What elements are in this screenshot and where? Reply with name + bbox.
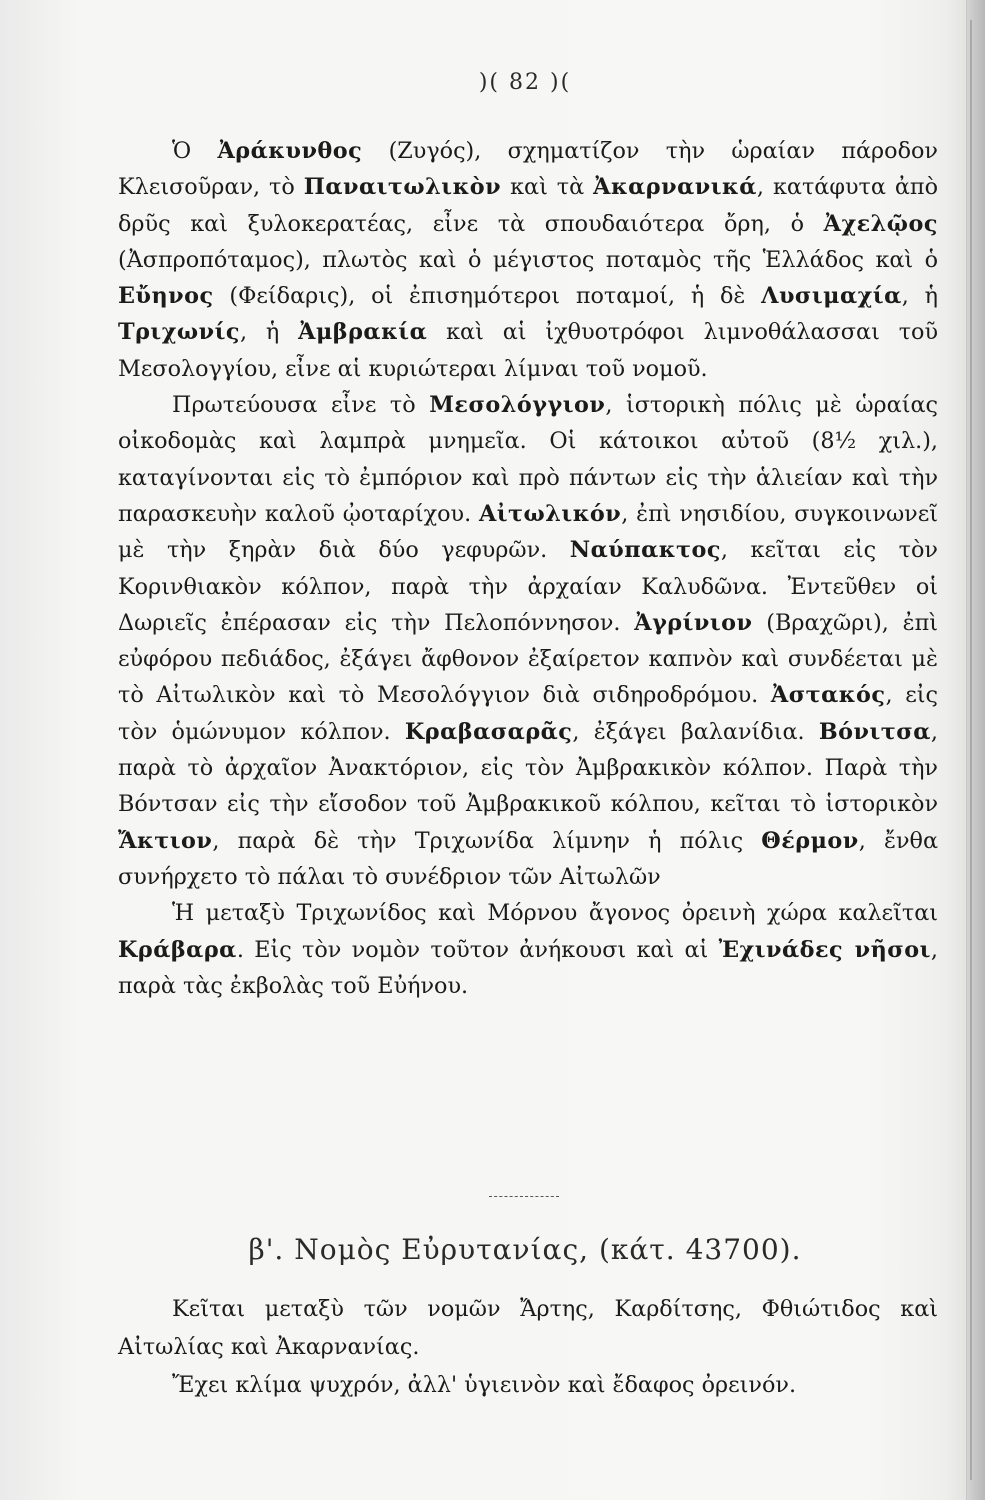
bold-term: Λυσιμαχία: [761, 283, 902, 310]
page-edge: [966, 0, 985, 1500]
text-segment: , ἐξάγει βαλανίδια.: [572, 718, 819, 745]
text-segment: , παρὰ δὲ τὴν Τριχωνίδα λίμνην ἡ πόλις: [212, 827, 762, 854]
paragraph-1: [118, 133, 938, 387]
bold-term: Ἐχινάδες νῆσοι: [718, 936, 931, 963]
bold-term: Ναύπακτος: [569, 537, 721, 564]
section-divider: [489, 1196, 559, 1198]
text-segment: Πρωτεύουσα εἶνε τὸ: [172, 392, 430, 419]
text-segment: (Ἀσπροπόταμος), πλωτὸς καὶ ὁ μέγιστος ποταμὸς τῆς Ἑλλάδος καὶ ὁ: [118, 246, 938, 273]
paragraph-2: [118, 387, 938, 895]
bold-term: Ἀράκυνθος: [217, 138, 363, 164]
text-segment: , παρὰ τὸ ἀρχαῖον Ἀνακτόριον, εἰς τὸν Ἀμβρακικὸν κόλπον. Παρὰ τὴν Βόντσαν εἰς τὴν εἴσοδον τοῦ Ἀμβρακικοῦ κόλπου, κεῖται τὸ ἱστορικὸν: [118, 718, 938, 818]
text-segment: καὶ αἱ ἰχθυοτρόφοι λιμνοθάλασσαι τοῦ Μεσολογγίου, εἶνε αἱ κυριώτεραι λίμναι τοῦ νομοῦ.: [118, 319, 939, 382]
section-text: [118, 1290, 938, 1404]
bold-term: Παναιτωλικὸν: [303, 174, 502, 201]
text-segment: (Βραχῶρι), ἐπὶ εὐφόρου πεδιάδος, ἐξάγει ἄφθονον ἐξαίρετον καπνὸν καὶ συνδέεται μὲ τὸ Αἰτωλικὸν καὶ τὸ Μεσολόγγιον διὰ σιδηροδρόμου.: [118, 609, 938, 709]
bold-term: Εὔηνος: [118, 283, 214, 310]
bold-term: Κραβασαρᾶς: [404, 718, 573, 745]
bold-term: Κράβαρα: [118, 936, 237, 963]
section-line-1: Κεῖται μεταξὺ τῶν νομῶν Ἄρτης, Καρδίτσης, Φθιώτιδος καὶ Αἰτωλίας καὶ Ἀκαρνανίας.: [118, 1296, 938, 1360]
section-line-2: Ἔχει κλίμα ψυχρόν, ἀλλ' ὑγιεινὸν καὶ ἔδαφος ὀρεινόν.: [172, 1372, 797, 1398]
main-text: [118, 133, 938, 1004]
bold-term: Μεσολόγγιον: [429, 392, 606, 419]
text-segment: , ἡ: [239, 319, 299, 346]
bold-term: Ἄκτιον: [118, 827, 213, 854]
text-segment: Ἡ μεταξὺ Τριχωνίδος καὶ Μόρνου ἄγονος ὀρεινὴ χώρα καλεῖται: [172, 900, 938, 927]
text-segment: , ἡ: [901, 283, 938, 310]
text-segment: (Ζυγός), σχηματίζον τὴν ὡραίαν πάροδον Κλεισοῦραν, τὸ: [118, 138, 938, 201]
bold-term: Ἀμβρακία: [298, 319, 428, 346]
text-segment: , ἐπὶ νησιδίου, συγκοινωνεῖ μὲ τὴν ξηρὰν διὰ δύο γεφυρῶν.: [118, 500, 939, 564]
bold-term: Θέρμον: [761, 827, 859, 854]
section-title: β'. Νομὸς Εὐρυτανίας, (κάτ. 43700).: [248, 1233, 802, 1266]
paragraph-3: [118, 895, 938, 1004]
bold-term: Αἰτωλικόν: [478, 500, 622, 527]
text-segment: , ἱστορικὴ πόλις μὲ ὡραίας οἰκοδομὰς καὶ λαμπρὰ μνημεῖα. Οἱ κάτοικοι αὐτοῦ (8½ χιλ.), καταγίνονται εἰς τὸ ἐμπόριον καὶ πρὸ πάντων εἰς τὴν ἁλιείαν καὶ τὴν παρασκευὴν καλοῦ ᾠοταρίχου.: [118, 392, 938, 527]
bold-term: Βόνιτσα: [818, 718, 931, 745]
text-segment: (Φείδαρις), οἱ ἐπισημότεροι ποταμοί, ἡ δὲ: [213, 283, 762, 310]
page-number: )( 82 )(: [478, 70, 572, 95]
text-segment: , παρὰ τὰς ἐκβολὰς τοῦ Εὐήνου.: [118, 936, 938, 999]
bold-term: Ἀγρίνιον: [634, 609, 753, 636]
text-segment: , ἔνθα συνήρχετο τὸ πάλαι τὸ συνέδριον τῶν Αἰτωλῶν: [118, 827, 939, 890]
bold-term: Ἀκαρνανικά: [593, 174, 757, 201]
text-segment: καὶ τὰ: [501, 174, 594, 201]
bold-term: Ἀχελῷος: [823, 210, 938, 237]
text-segment: . Εἰς τὸν νομὸν τοῦτον ἀνήκουσι καὶ αἱ: [236, 936, 719, 963]
text-segment: Ὁ: [172, 138, 218, 164]
text-segment: , εἰς τὸν ὁμώνυμον κόλπον.: [118, 682, 938, 745]
text-segment: , κατάφυτα ἀπὸ δρῦς καὶ ξυλοκερατέας, εἶνε τὰ σπουδαιότερα ὄρη, ὁ: [118, 174, 938, 237]
text-segment: , κεῖται εἰς τὸν Κορινθιακὸν κόλπον, παρὰ τὴν ἀρχαίαν Καλυδῶνα. Ἐντεῦθεν οἱ Δωριεῖς ἐπέρασαν εἰς τὴν Πελοπόννησον.: [118, 537, 938, 636]
bold-term: Τριχωνίς: [118, 319, 240, 346]
bold-term: Ἀστακός: [770, 682, 886, 709]
